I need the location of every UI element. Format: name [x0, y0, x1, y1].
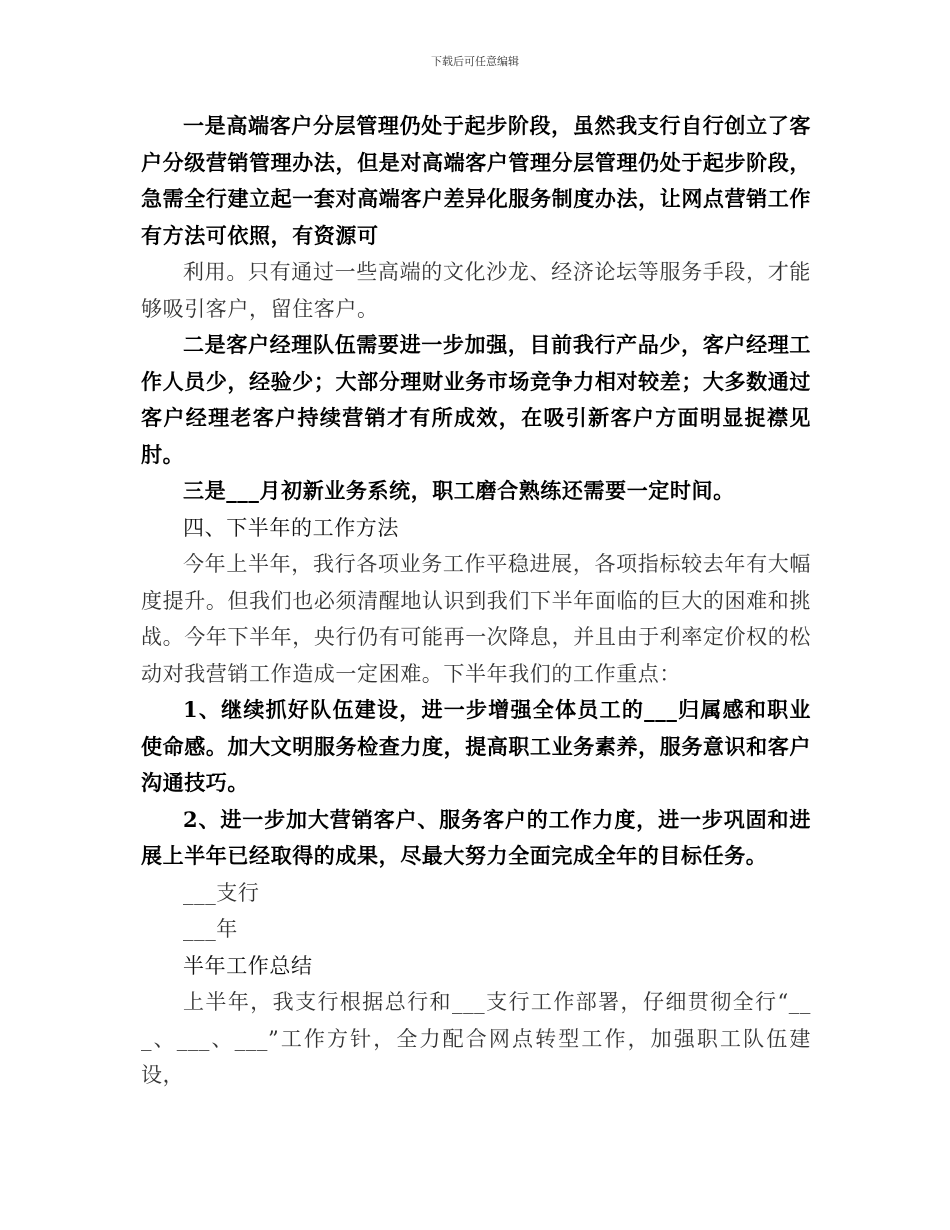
- document-body: [141, 108, 811, 1094]
- paragraph-6: 今年上半年，我行各项业务工作平稳进展，各项指标较去年有大幅度提升。但我们也必须清醒地认识到我们下半年面临的巨大的困难和挑战。今年下半年，央行仍有可能再一次降息，并且由于利率定价权的松动对我营销工作造成一定困难。下半年我们的工作重点：: [141, 552, 811, 686]
- page-header: 下载后可任意编辑: [431, 55, 519, 68]
- paragraph-4: 三是___月初新业务系统，职工磨合熟练还需要一定时间。: [183, 478, 735, 503]
- section-heading-4: 四、下半年的工作方法: [183, 515, 399, 540]
- section-title-summary: 半年工作总结: [183, 953, 313, 978]
- paragraph-2: 利用。只有通过一些高端的文化沙龙、经济论坛等服务手段，才能够吸引客户，留住客户。: [141, 260, 811, 321]
- paragraph-1: 一是高端客户分层管理仍处于起步阶段，虽然我支行自行创立了客户分级营销管理办法，但是对高端客户管理分层管理仍处于起步阶段，急需全行建立起一套对高端客户差异化服务制度办法，让网点营销工作有方法可依照，有资源可: [141, 113, 811, 248]
- signature-year: ___年: [183, 917, 238, 941]
- signature-branch: ___支行: [183, 880, 260, 905]
- paragraph-3: 二是客户经理队伍需要进一步加强，目前我行产品少，客户经理工作人员少，经验少；大部分理财业务市场竞争力相对较差；大多数通过客户经理老客户持续营销才有所成效，在吸引新客户方面明显捉襟见肘。: [141, 332, 811, 467]
- paragraph-12: 上半年，我支行根据总行和___支行工作部署，仔细贯彻全行“___、___、___”工作方针，全力配合网点转型工作，加强职工队伍建设，: [141, 990, 811, 1087]
- paragraph-7: 1、继续抓好队伍建设，进一步增强全体员工的___归属感和职业使命感。加大文明服务检查力度，提高职工业务素养，服务意识和客户沟通技巧。: [141, 697, 811, 795]
- paragraph-8: 2、进一步加大营销客户、服务客户的工作力度，进一步巩固和进展上半年已经取得的成果，尽最大努力全面完成全年的目标任务。: [141, 806, 811, 868]
